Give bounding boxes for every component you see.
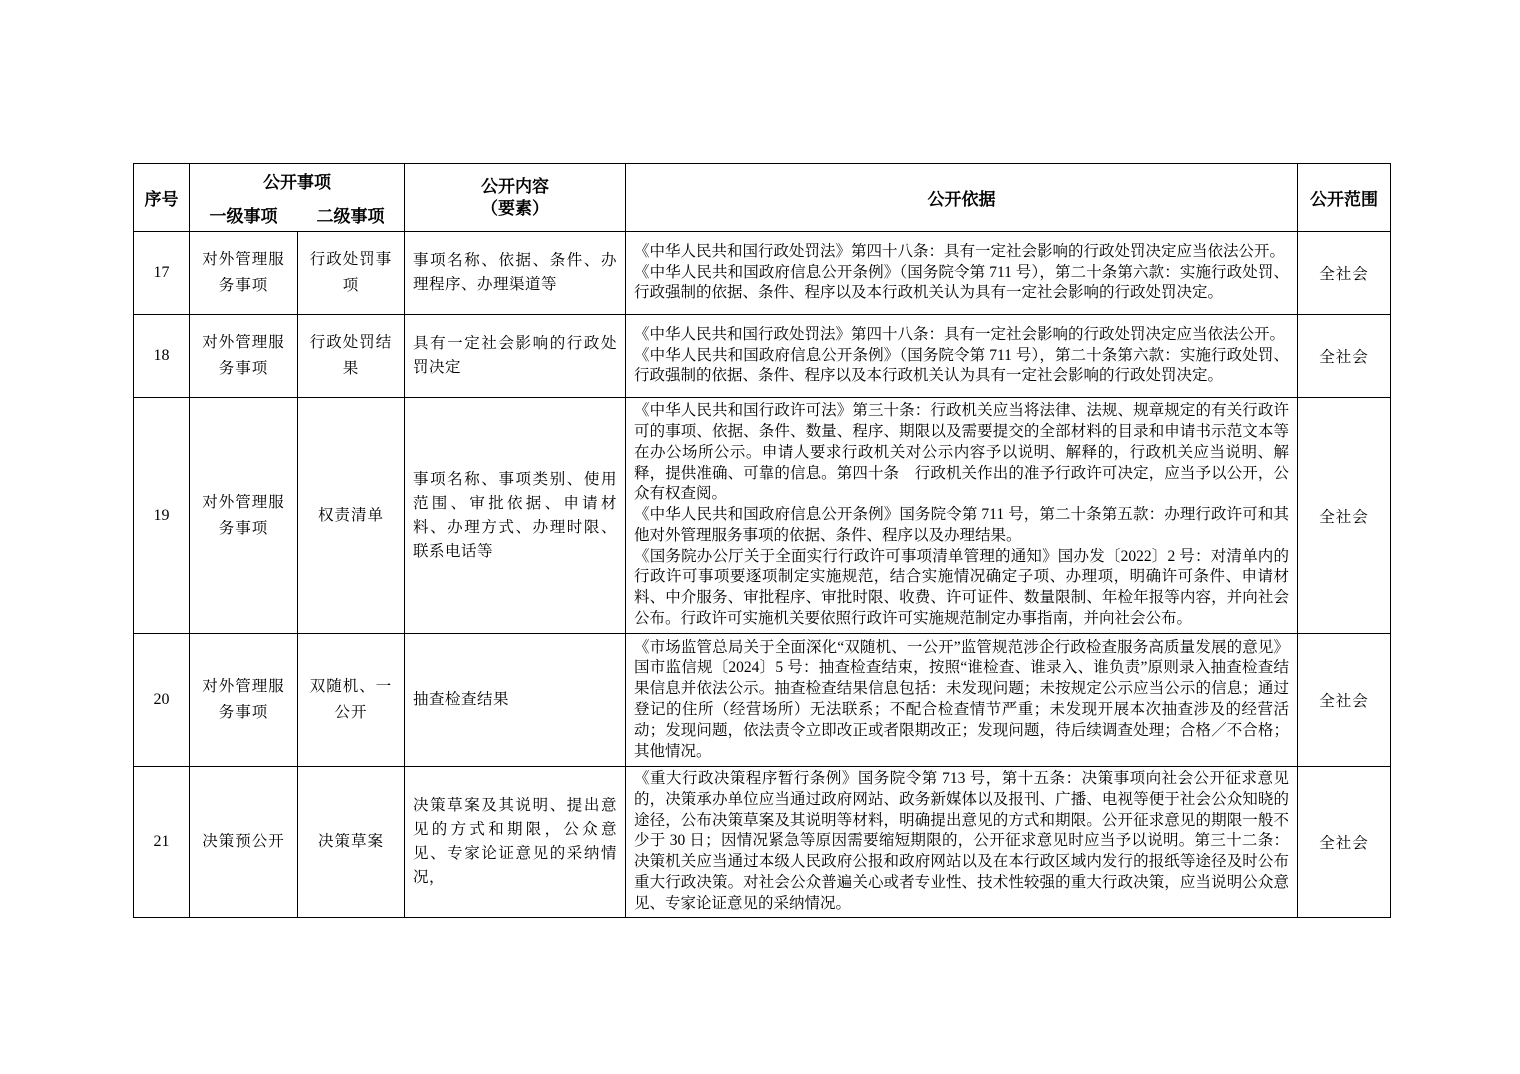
level2-item-cell: 决策草案 bbox=[298, 767, 405, 918]
level2-item-cell: 权责清单 bbox=[298, 398, 405, 634]
basis-paragraph: 《中华人民共和国行政处罚法》第四十八条：具有一定社会影响的行政处罚决定应当依法公开。 bbox=[634, 325, 1286, 343]
basis-paragraph: 《中华人民共和国行政处罚法》第四十八条：具有一定社会影响的行政处罚决定应当依法公开。 bbox=[634, 242, 1286, 260]
level1-item-cell: 对外管理服务事项 bbox=[190, 398, 298, 634]
table-row bbox=[134, 767, 1391, 918]
content-cell: 事项名称、事项类别、使用范围、审批依据、申请材料、办理方式、办理时限、联系电话等 bbox=[405, 398, 626, 634]
level2-item-cell: 行政处罚结果 bbox=[298, 315, 405, 398]
level1-item-cell: 决策预公开 bbox=[190, 767, 298, 918]
row-number: 17 bbox=[134, 232, 190, 315]
content-cell: 具有一定社会影响的行政处罚决定 bbox=[405, 315, 626, 398]
table-row bbox=[134, 315, 1391, 398]
row-number: 21 bbox=[134, 767, 190, 918]
basis-paragraph: 《市场监管总局关于全面深化“双随机、一公开”监管规范涉企行政检查服务高质量发展的意见》国市监信规〔2024〕5 号：抽查检查结束，按照“谁检查、谁录入、谁负责”原则录入抽查检查结果信息并依法公示。抽查检查结果信息包括：未发现问题；未按规定公示应当公示的信息；通过登记的住所（经营场所）无法联系；不配合检查情节严重；未发现开展本次抽查涉及的经营活动；发现问题，依法责令立即改正或者限期改正；发现问题，待后续调查处理；合格／不合格；其他情况。 bbox=[634, 638, 1289, 760]
header-level2-item: 二级事项 bbox=[316, 207, 385, 226]
header-disclosure-content bbox=[405, 164, 626, 232]
header-disclosure-basis: 公开依据 bbox=[626, 164, 1298, 232]
header-disclosure-items bbox=[190, 164, 405, 232]
basis-paragraph: 《中华人民共和国政府信息公开条例》（国务院令第 711 号），第二十条第六款：实施行政处罚、行政强制的依据、条件、程序以及本行政机关认为具有一定社会影响的行政处罚决定。 bbox=[634, 263, 1289, 302]
basis-cell bbox=[626, 232, 1298, 315]
disclosure-table bbox=[133, 163, 1391, 918]
scope-cell: 全社会 bbox=[1298, 232, 1391, 315]
header-items-group-label: 公开事项 bbox=[263, 173, 331, 192]
header-level1-item: 一级事项 bbox=[209, 207, 278, 226]
basis-cell bbox=[626, 767, 1298, 918]
basis-paragraph: 《重大行政决策程序暂行条例》国务院令第 713 号，第十五条：决策事项向社会公开征求意见的，决策承办单位应当通过政府网站、政务新媒体以及报刊、广播、电视等便于社会公众知晓的途径，公布决策草案及其说明等材料，明确提出意见的方式和期限。公开征求意见的期限一般不少于 30 日；因情况紧急等原因需要缩短期限的，公开征求意见时应当予以说明。第三十二条：决策机关应当通过本级人民政府公报和政府网站以及在本行政区域内发行的报纸等途径及时公布重大行政决策。对社会公众普遍关心或者专业性、技术性较强的重大行政决策，应当说明公众意见、专家论证意见的采纳情况。 bbox=[634, 770, 1289, 912]
basis-paragraph: 《国务院办公厅关于全面实行行政许可事项清单管理的通知》国办发〔2022〕2 号：对清单内的行政许可事项要逐项制定实施规范，结合实施情况确定子项、办理项，明确许可条件、申请材料、中介服务、审批程序、审批时限、收费、许可证件、数量限制、年检年报等内容，并向社会公布。行政许可实施机关要依照行政许可实施规范制定办事指南，并向社会公布。 bbox=[634, 547, 1289, 628]
scope-cell: 全社会 bbox=[1298, 315, 1391, 398]
level2-item-cell: 双随机、一公开 bbox=[298, 634, 405, 767]
basis-cell bbox=[626, 634, 1298, 767]
header-serial-number: 序号 bbox=[134, 164, 190, 232]
table-row bbox=[134, 232, 1391, 315]
level1-item-cell: 对外管理服务事项 bbox=[190, 315, 298, 398]
table-header-row bbox=[134, 164, 1391, 232]
scope-cell: 全社会 bbox=[1298, 767, 1391, 918]
basis-paragraph: 《中华人民共和国政府信息公开条例》国务院令第 711 号，第二十条第五款：办理行政许可和其他对外管理服务事项的依据、条件、程序以及办理结果。 bbox=[634, 506, 1289, 544]
content-cell: 决策草案及其说明、提出意见的方式和期限，公众意见、专家论证意见的采纳情况， bbox=[405, 767, 626, 918]
level1-item-cell: 对外管理服务事项 bbox=[190, 232, 298, 315]
table-row bbox=[134, 398, 1391, 634]
level2-item-cell: 行政处罚事项 bbox=[298, 232, 405, 315]
scope-cell: 全社会 bbox=[1298, 398, 1391, 634]
row-number: 20 bbox=[134, 634, 190, 767]
header-content-line1: 公开内容 bbox=[481, 176, 549, 196]
table-row bbox=[134, 634, 1391, 767]
content-cell: 抽查检查结果 bbox=[405, 634, 626, 767]
header-disclosure-scope: 公开范围 bbox=[1298, 164, 1391, 232]
scope-cell: 全社会 bbox=[1298, 634, 1391, 767]
basis-paragraph: 《中华人民共和国政府信息公开条例》（国务院令第 711 号），第二十条第六款：实施行政处罚、行政强制的依据、条件、程序以及本行政机关认为具有一定社会影响的行政处罚决定。 bbox=[634, 346, 1289, 385]
level1-item-cell: 对外管理服务事项 bbox=[190, 634, 298, 767]
content-cell: 事项名称、依据、条件、办理程序、办理渠道等 bbox=[405, 232, 626, 315]
row-number: 19 bbox=[134, 398, 190, 634]
basis-cell bbox=[626, 315, 1298, 398]
row-number: 18 bbox=[134, 315, 190, 398]
basis-paragraph: 《中华人民共和国行政许可法》第三十条：行政机关应当将法律、法规、规章规定的有关行政许可的事项、依据、条件、数量、程序、期限以及需要提交的全部材料的目录和申请书示范文本等在办公场所公示。申请人要求行政机关对公示内容予以说明、解释的，行政机关应当说明、解释，提供准确、可靠的信息。第四十条 行政机关作出的准予行政许可决定，应当予以公开，公众有权查阅。 bbox=[634, 402, 1289, 503]
header-content-line2: （要素） bbox=[481, 198, 549, 218]
basis-cell bbox=[626, 398, 1298, 634]
